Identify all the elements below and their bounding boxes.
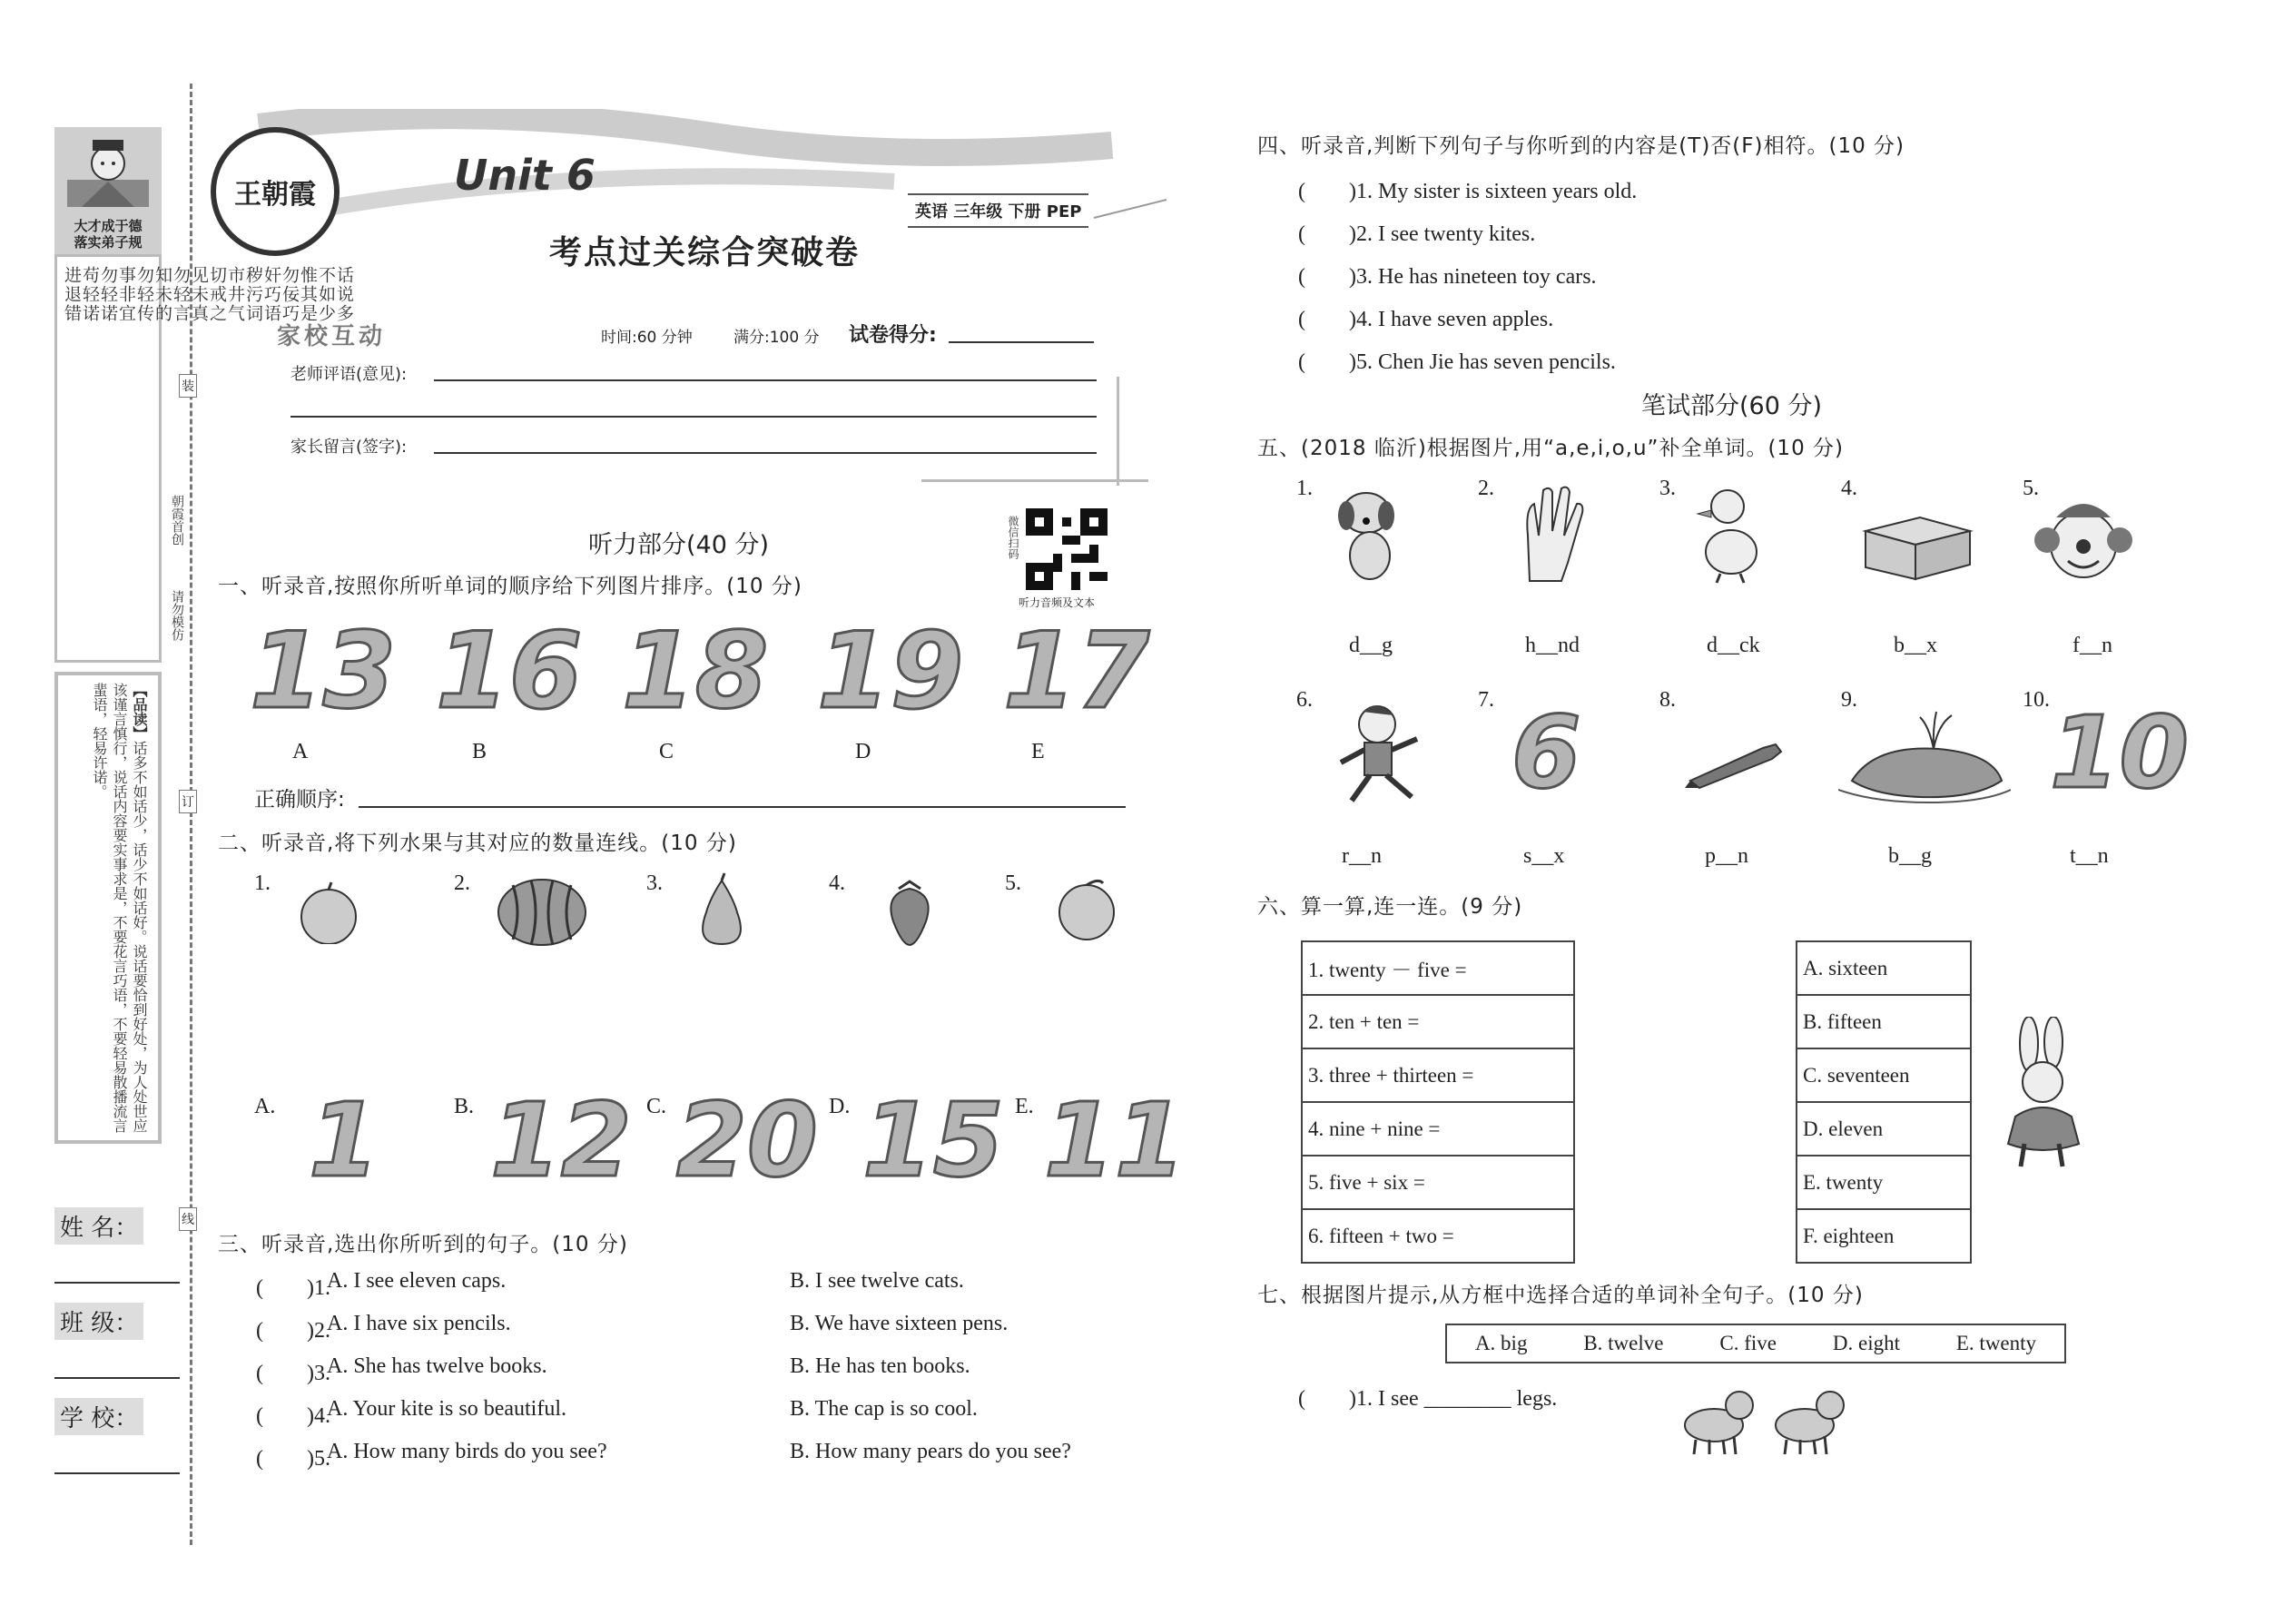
q5-word-9[interactable]: b__g	[1888, 844, 1932, 868]
q3-row	[256, 1354, 1155, 1397]
cut-mark-2: 订	[179, 790, 197, 813]
paper-score-field[interactable]	[949, 341, 1094, 343]
watermelon-icon	[495, 876, 590, 949]
q5-num-6: 6.	[1296, 688, 1313, 712]
q7-item-1-suffix: legs.	[1516, 1387, 1558, 1411]
q5-num-8: 8.	[1659, 688, 1676, 712]
q3-num[interactable]: ( )1.	[256, 1276, 330, 1300]
q1-number-a: 13	[250, 610, 397, 733]
q6-answer[interactable]: A. sixteen	[1797, 941, 1971, 995]
maxim-column: 勿轻诺	[98, 266, 118, 323]
q2-letter-c: C.	[646, 1095, 667, 1118]
q5-title: 五、(2018 临沂)根据图片,用“a,e,i,o,u”补全单词。(10 分)	[1257, 437, 1844, 460]
q3-row	[256, 1397, 1155, 1440]
orange-icon	[1053, 876, 1121, 944]
q6-equation[interactable]: 2. ten + ten =	[1302, 995, 1574, 1048]
q3-option-a: A. I have six pencils.	[327, 1312, 511, 1335]
q7-option: A. big	[1474, 1332, 1528, 1354]
q5-num-3: 3.	[1659, 477, 1676, 500]
maxim-column: 知未的	[153, 266, 172, 323]
q6-title: 六、算一算,连一连。(9 分)	[1257, 895, 1523, 919]
q1-number-c: 18	[622, 610, 769, 733]
class-field[interactable]	[54, 1377, 180, 1379]
q7-item-1-prefix[interactable]: ( )1. I see	[1298, 1387, 1419, 1411]
q5-num-1: 1.	[1296, 477, 1313, 500]
q3-option-b: B. The cap is so cool.	[790, 1397, 978, 1421]
grade-tag: 英语 三年级 下册 PEP	[908, 193, 1088, 228]
q2-fruit-num-1: 1.	[254, 871, 271, 895]
q5-word-5[interactable]: f__n	[2072, 634, 2112, 657]
q6-equation[interactable]: 1. twenty － five =	[1302, 941, 1574, 995]
q3-option-a: A. I see eleven caps.	[327, 1269, 507, 1293]
q5-picture-six: 6	[1511, 694, 1581, 811]
q5-num-4: 4.	[1841, 477, 1857, 500]
qr-caption-bottom: 听力音频及文本	[1019, 596, 1096, 609]
q5-num-2: 2.	[1478, 477, 1494, 500]
q1-letter-a: A	[292, 740, 309, 763]
q2-fruit-num-2: 2.	[454, 871, 470, 895]
divider-right	[1117, 377, 1119, 486]
q3-option-b: B. We have sixteen pens.	[790, 1312, 1009, 1335]
binding-line	[190, 84, 192, 1545]
q6-answer[interactable]: C. seventeen	[1797, 1048, 1971, 1102]
maxim-column: 苟轻诺	[80, 266, 100, 323]
name-label: 姓 名：	[54, 1207, 143, 1245]
reading-panel	[54, 672, 162, 1144]
apple-icon	[295, 881, 363, 944]
score-label: 满分:100 分	[733, 329, 820, 347]
time-label: 时间:60 分钟	[601, 329, 693, 347]
parent-message-label: 家长留言(签字):	[290, 438, 408, 457]
q6-answer[interactable]: D. eleven	[1797, 1102, 1971, 1156]
paper-score-label: 试卷得分:	[849, 324, 937, 347]
logo-text: 王朝霞	[234, 179, 316, 211]
q2-number-a: 1	[309, 1082, 379, 1200]
q3-title: 三、听录音,选出你所听到的句子。(10 分)	[218, 1233, 628, 1256]
scholar-portrait-icon	[54, 127, 162, 218]
side-note-1: 朝霞首创	[170, 495, 184, 546]
q6-right-table	[1796, 940, 1972, 1264]
maxim-column: 惟其是	[298, 266, 318, 323]
dog-icon	[1330, 481, 1412, 586]
maxim-column: 进退错	[62, 266, 82, 323]
name-field[interactable]	[54, 1282, 180, 1284]
writing-title: 笔试部分(60 分)	[1641, 392, 1823, 420]
exam-subtitle: 考点过关综合突破卷	[549, 234, 861, 271]
q2-letter-a: A.	[254, 1095, 276, 1118]
q7-option: D. eight	[1832, 1332, 1900, 1354]
q1-number-e: 17	[1003, 610, 1150, 733]
q1-letter-c: C	[659, 740, 674, 763]
q2-fruit-num-5: 5.	[1005, 871, 1021, 895]
maxim-column: 事非宜	[116, 266, 136, 323]
q3-option-a: A. How many birds do you see?	[327, 1440, 607, 1463]
q1-letter-d: D	[855, 740, 871, 763]
q3-list	[256, 1269, 1155, 1482]
q7-item-1	[1298, 1380, 1557, 1412]
side-note-2: 请勿模仿	[170, 590, 184, 641]
maxim-column: 勿佞巧	[280, 266, 300, 323]
brand-logo	[211, 127, 340, 256]
q2-fruit-num-3: 3.	[646, 871, 663, 895]
q6-equation[interactable]: 5. five + six =	[1302, 1156, 1574, 1209]
bunny-icon	[1997, 1017, 2088, 1171]
school-field[interactable]	[54, 1472, 180, 1474]
q2-title: 二、听录音,将下列水果与其对应的数量连线。(10 分)	[218, 832, 737, 855]
interaction-label: 家校互动	[277, 323, 387, 350]
cut-mark-3: 线	[179, 1207, 197, 1231]
cut-mark-1: 装	[179, 374, 197, 398]
school-label: 学 校：	[54, 1398, 143, 1435]
maxim-column: 秽污词	[243, 266, 263, 323]
q5-num-7: 7.	[1478, 688, 1494, 712]
teacher-comment-field[interactable]	[434, 379, 1097, 381]
q5-word-1[interactable]: d__g	[1349, 634, 1393, 657]
maxim-column: 见未真	[189, 266, 209, 323]
q3-num[interactable]: ( )4.	[256, 1404, 330, 1428]
q3-row	[256, 1269, 1155, 1312]
q3-num[interactable]: ( )3.	[256, 1362, 330, 1385]
maxim-column: 奸巧语	[261, 266, 281, 323]
box-icon	[1856, 508, 1979, 581]
q1-number-d: 19	[817, 610, 964, 733]
q1-numbers-row	[241, 610, 1150, 764]
q6-equation[interactable]: 3. three + thirteen =	[1302, 1048, 1574, 1102]
q5-num-9: 9.	[1841, 688, 1857, 712]
q5-num-5: 5.	[2023, 477, 2039, 500]
q3-option-b: B. He has ten books.	[790, 1354, 970, 1378]
q3-option-b: B. How many pears do you see?	[790, 1440, 1071, 1463]
q4-title: 四、听录音,判断下列句子与你听到的内容是(T)否(F)相符。(10 分)	[1257, 134, 1905, 158]
q5-word-3[interactable]: d__ck	[1707, 634, 1760, 657]
pen-icon	[1681, 735, 1790, 790]
q2-letter-b: B.	[454, 1095, 475, 1118]
q6-left-table	[1301, 940, 1575, 1264]
two-dogs-icon	[1669, 1380, 1859, 1457]
q3-row	[256, 1312, 1155, 1354]
q7-title: 七、根据图片提示,从方框中选择合适的单词补全句子。(10 分)	[1257, 1284, 1864, 1307]
q3-row	[256, 1440, 1155, 1482]
q5-word-2[interactable]: h__nd	[1525, 634, 1580, 657]
hand-icon	[1511, 481, 1593, 586]
q7-word-box	[1445, 1324, 2066, 1363]
q4-item-3[interactable]: ( )3. He has nineteen toy cars.	[1298, 265, 1597, 289]
q6-answer[interactable]: B. fifteen	[1797, 995, 1971, 1048]
parent-message-field[interactable]	[434, 452, 1097, 454]
q4-item-4[interactable]: ( )4. I have seven apples.	[1298, 308, 1554, 331]
pear-icon	[690, 871, 753, 949]
q5-num-10: 10.	[2023, 688, 2050, 712]
duck-icon	[1693, 481, 1766, 586]
strawberry-icon	[881, 876, 940, 949]
maxim-column: 勿轻传	[134, 266, 154, 323]
q2-number-e: 11	[1044, 1082, 1186, 1200]
clown-icon	[2033, 490, 2133, 590]
q7-option: E. twenty	[1955, 1332, 2037, 1354]
qr-caption-side: 微信扫码	[1007, 516, 1019, 559]
maxim-column: 市井气	[225, 266, 245, 323]
q7-item-1-blank[interactable]: ________	[1423, 1387, 1511, 1411]
maxim-column: 勿轻言	[171, 266, 191, 323]
q1-order-label: 正确顺序:	[254, 788, 345, 812]
q5-word-4[interactable]: b__x	[1894, 634, 1937, 657]
q2-number-d: 15	[862, 1082, 1004, 1200]
unit-title: Unit 6	[454, 151, 596, 200]
maxim-column: 切戒之	[207, 266, 227, 323]
portrait-block	[54, 127, 162, 254]
q6-answer[interactable]: F. eighteen	[1797, 1209, 1971, 1263]
q6-answer[interactable]: E. twenty	[1797, 1156, 1971, 1209]
q2-fruit-num-4: 4.	[829, 871, 845, 895]
q5-picture-ten: 10	[2050, 694, 2190, 811]
q4-item-1[interactable]: ( )1. My sister is sixteen years old.	[1298, 180, 1638, 203]
q3-option-a: A. Your kite is so beautiful.	[327, 1397, 566, 1421]
qr-code-icon[interactable]	[1026, 508, 1108, 590]
divider-bottom	[921, 479, 1148, 482]
q4-item-5[interactable]: ( )5. Chen Jie has seven pencils.	[1298, 350, 1616, 374]
maxim-column: 不如少	[316, 266, 336, 323]
listening-title: 听力部分(40 分)	[588, 531, 770, 559]
q5-word-10[interactable]: t__n	[2070, 844, 2109, 868]
motto-top: 大才成于德 落实弟子规	[74, 218, 143, 251]
q2-letter-d: D.	[829, 1095, 851, 1118]
running-boy-icon	[1330, 699, 1430, 812]
maxim-column: 话说多	[334, 266, 354, 323]
q6-equation[interactable]: 4. nine + nine =	[1302, 1102, 1574, 1156]
q6-equation[interactable]: 6. fifteen + two =	[1302, 1209, 1574, 1263]
q7-option: B. twelve	[1583, 1332, 1664, 1354]
q7-option: C. five	[1719, 1332, 1777, 1354]
reading-text: 话多不如话少，话少不如话好。说话要恰到好处，为人处世应该谨言慎行，说话内容要实事求是，不要花言巧语，不要轻易散播流言蜚语，轻易许诺。	[91, 683, 148, 1133]
teacher-comment-label: 老师评语(意见):	[290, 365, 408, 384]
teacher-comment-line-2[interactable]	[290, 416, 1097, 418]
q3-num[interactable]: ( )5.	[256, 1447, 330, 1471]
q3-option-a: A. She has twelve books.	[327, 1354, 547, 1378]
q3-num[interactable]: ( )2.	[256, 1319, 330, 1343]
q3-option-b: B. I see twelve cats.	[790, 1269, 964, 1293]
q1-order-field[interactable]	[359, 806, 1126, 808]
q5-word-6[interactable]: r__n	[1342, 844, 1382, 868]
q2-number-b: 12	[490, 1082, 632, 1200]
class-label: 班 级：	[54, 1303, 143, 1340]
q4-item-2[interactable]: ( )2. I see twenty kites.	[1298, 222, 1536, 246]
q1-letter-e: E	[1031, 740, 1045, 763]
q1-letter-b: B	[472, 740, 487, 763]
q2-letter-e: E.	[1015, 1095, 1034, 1118]
reading-label: 【品读】	[131, 683, 148, 741]
whale-icon	[1838, 708, 2011, 808]
q5-word-8[interactable]: p__n	[1705, 844, 1748, 868]
q2-number-c: 20	[676, 1082, 818, 1200]
q5-word-7[interactable]: s__x	[1523, 844, 1565, 868]
q1-title: 一、听录音,按照你所听单词的顺序给下列图片排序。(10 分)	[218, 575, 802, 598]
q1-number-b: 16	[436, 610, 583, 733]
